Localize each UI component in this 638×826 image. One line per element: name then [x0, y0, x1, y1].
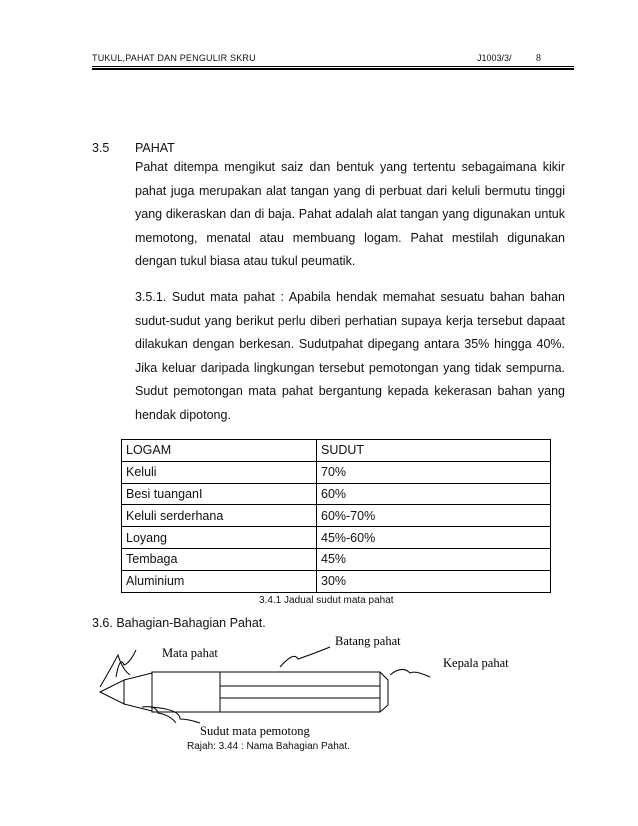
leader-sudut-1: [150, 707, 200, 723]
table-caption: 3.4.1 Jadual sudut mata pahat: [259, 595, 394, 606]
table-cell-logam: Loyang: [122, 527, 317, 549]
table-cell-sudut: 60%: [317, 483, 551, 505]
table-cell-logam: Tembaga: [122, 548, 317, 570]
section-number: 3.5: [92, 141, 110, 155]
table-cell-sudut: 45%-60%: [317, 527, 551, 549]
label-mata-pahat: Mata pahat: [162, 646, 218, 660]
table-cell-logam: Besi tuanganI: [122, 483, 317, 505]
table-row: [122, 548, 551, 570]
table-header-cell: SUDUT: [317, 440, 551, 462]
header-rule-thin: [92, 66, 574, 67]
table-cell-logam: Keluli: [122, 461, 317, 483]
leader-kepala: [390, 669, 430, 677]
chisel-blade: [124, 673, 152, 711]
figure-caption: Rajah: 3.44 : Nama Bahagian Pahat.: [187, 741, 350, 752]
section-heading: [92, 141, 175, 155]
page-number: 8: [536, 53, 541, 64]
table-header-row: [122, 440, 551, 462]
table-cell-sudut: 70%: [317, 461, 551, 483]
paragraph-pahat: Pahat ditempa mengikut saiz dan bentuk yang tertentu sebagaimana kikir pahat juga merupakan alat tangan yang di perbuat dari keluli bermutu tinggi yang dikeraskan dan di baja. Pahat adalah alat tangan yang digunakan untuk memotong, menatal atau membuang logam. Pahat mestilah digunakan dengan tukul biasa atau tukul peumatik.: [135, 160, 565, 269]
label-batang-pahat: Batang pahat: [335, 634, 401, 648]
leader-batang: [280, 647, 330, 667]
label-kepala-pahat: Kepala pahat: [443, 656, 509, 670]
table-cell-logam: Keluli serderhana: [122, 505, 317, 527]
leader-sudut-2: [142, 707, 176, 723]
table-row: [122, 483, 551, 505]
header-title: TUKUL,PAHAT DAN PENGULIR SKRU: [92, 53, 256, 63]
page-header: [92, 49, 572, 67]
table-cell-sudut: 30%: [317, 570, 551, 592]
table-cell-sudut: 45%: [317, 548, 551, 570]
header-rule-thick: [92, 68, 574, 70]
chisel-tip: [100, 680, 124, 704]
table-cell-logam: Aluminium: [122, 570, 317, 592]
subsection-heading: 3.6. Bahagian-Bahagian Pahat.: [92, 616, 266, 630]
chisel-shank: [152, 672, 380, 712]
chisel-diagram: [80, 625, 520, 740]
table-row: [122, 461, 551, 483]
header-code: J1003/3/: [477, 53, 512, 63]
table-row: [122, 505, 551, 527]
section-title: PAHAT: [135, 141, 175, 155]
table-row: [122, 527, 551, 549]
angle-table: [121, 439, 551, 593]
chisel-outline: [100, 672, 388, 712]
label-sudut-mata-pemotong: Sudut mata pemotong: [200, 724, 310, 738]
table-row: [122, 570, 551, 592]
table-header-cell: LOGAM: [122, 440, 317, 462]
leader-tip: [100, 655, 130, 687]
chisel-head: [380, 672, 388, 712]
leader-mata: [116, 650, 136, 677]
table-cell-sudut: 60%-70%: [317, 505, 551, 527]
paragraph-sudut-mata-pahat: 3.5.1. Sudut mata pahat : Apabila hendak memahat sesuatu bahan bahan sudut-sudut yang berikut perlu diberi perhatian supaya kerja tersebut dapaat dilakukan dengan berkesan. Sudutpahat dipegang antara 35% hingga 40%. Jika keluar daripada lingkungan tersebut pemotongan yang tidak sempurna. Sudut pemotongan mata pahat bergantung kepada kekerasan bahan yang hendak dipotong.: [135, 290, 565, 422]
